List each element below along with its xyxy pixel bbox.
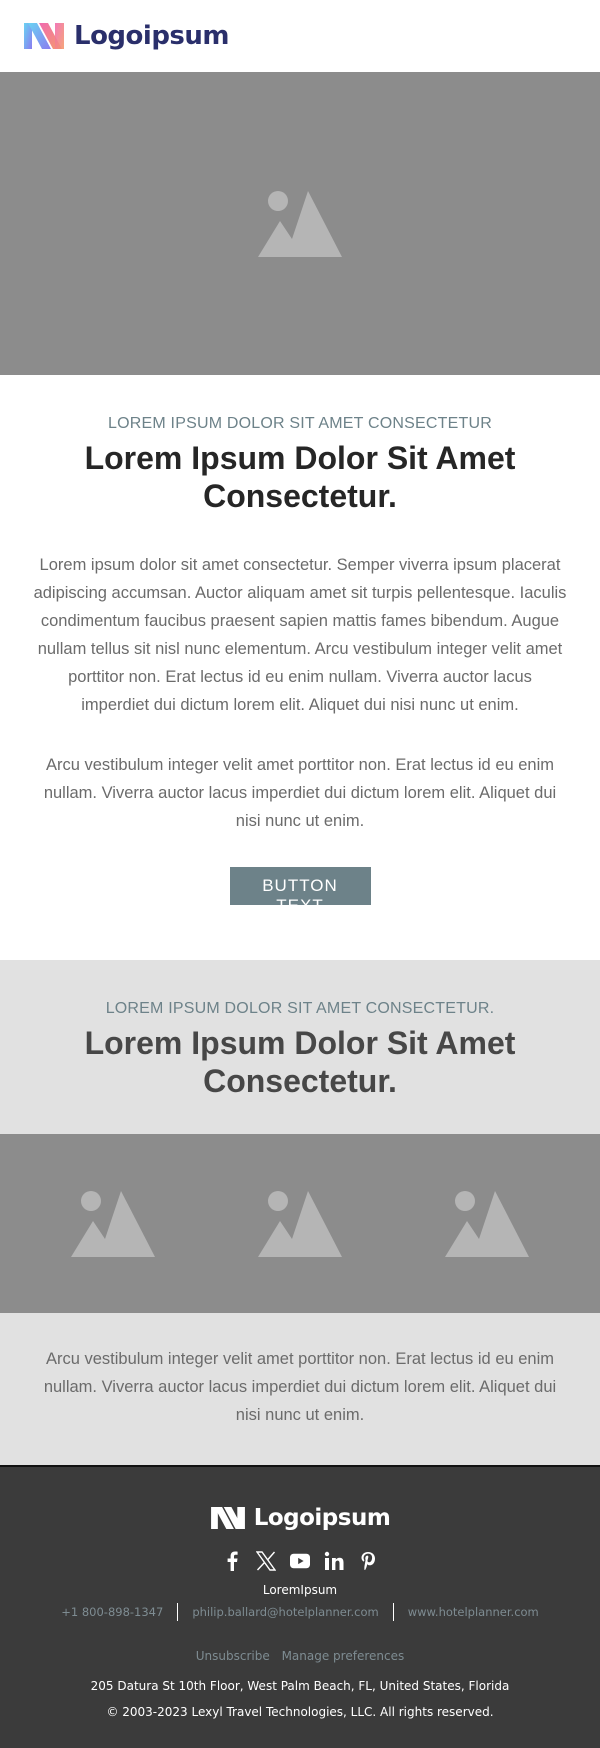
unsubscribe-link[interactable]: Unsubscribe bbox=[195, 1649, 270, 1663]
image-placeholder-icon bbox=[258, 191, 342, 257]
section-headline bbox=[32, 439, 568, 515]
company-name: LoremIpsum bbox=[262, 1583, 338, 1597]
website-link[interactable]: www.hotelplanner.com bbox=[407, 1605, 539, 1619]
logo-wordmark: Logoipsum bbox=[74, 21, 230, 51]
pinterest-icon[interactable] bbox=[358, 1551, 378, 1571]
image-gallery bbox=[0, 1134, 600, 1313]
logo-mark-icon bbox=[24, 23, 64, 49]
gallery-image-2 bbox=[225, 1191, 375, 1257]
section-eyebrow: LOREM IPSUM DOLOR SIT AMET CONSECTETUR. bbox=[105, 1000, 495, 1017]
logo-wordmark: Logoipsum bbox=[253, 1505, 391, 1531]
email-link[interactable]: philip.ballard@hotelplanner.com bbox=[192, 1605, 379, 1619]
divider bbox=[393, 1603, 394, 1621]
divider bbox=[177, 1603, 178, 1621]
copyright-notice: © 2003-2023 Lexyl Travel Technologies, LLC. All rights reserved. bbox=[106, 1705, 494, 1719]
headline-line-2: Consectetur. bbox=[203, 1063, 397, 1099]
logo-mark-icon bbox=[210, 1507, 246, 1529]
headline-line-2: Consectetur. bbox=[203, 478, 397, 514]
image-placeholder-icon bbox=[71, 1191, 155, 1257]
hero-image bbox=[0, 72, 600, 375]
cta-button[interactable]: BUTTON TEXT bbox=[230, 867, 371, 905]
brand-logo[interactable] bbox=[24, 21, 229, 51]
image-placeholder-icon bbox=[258, 1191, 342, 1257]
social-links bbox=[0, 1551, 600, 1571]
youtube-icon[interactable] bbox=[290, 1551, 310, 1571]
postal-address: 205 Datura St 10th Floor, West Palm Beach, FL, United States, Florida bbox=[90, 1679, 510, 1693]
section-eyebrow: LOREM IPSUM DOLOR SIT AMET CONSECTETUR bbox=[108, 415, 492, 432]
body-paragraph-1: Lorem ipsum dolor sit amet consectetur. Semper viverra ipsum placerat adipiscing accumsan. Auctor aliquam amet sit turpis pellentesque. Iaculis condimentum faucibus praesent sapien mattis fames bibendum. Augue nullam tellus sit nisl nunc elementum. Arcu vestibulum integer velit amet porttitor non. Erat lectus id eu enim nullam. Viverra auctor lacus imperdiet dui dictum lorem elit. Aliquet dui nisi nunc ut enim. bbox=[33, 556, 567, 714]
section-headline bbox=[32, 1024, 568, 1100]
gallery-image-1 bbox=[38, 1191, 188, 1257]
image-placeholder-icon bbox=[445, 1191, 529, 1257]
body-paragraph-2: Arcu vestibulum integer velit amet porttitor non. Erat lectus id eu enim nullam. Viverra auctor lacus imperdiet dui dictum lorem elit. Aliquet dui nisi nunc ut enim. bbox=[43, 756, 557, 830]
linkedin-icon[interactable] bbox=[324, 1551, 344, 1571]
facebook-icon[interactable] bbox=[222, 1551, 242, 1571]
x-icon[interactable] bbox=[256, 1551, 276, 1571]
content-section-secondary bbox=[0, 960, 600, 1134]
body-paragraph: Arcu vestibulum integer velit amet porttitor non. Erat lectus id eu enim nullam. Viverra auctor lacus imperdiet dui dictum lorem elit. Aliquet dui nisi nunc ut enim. bbox=[43, 1350, 557, 1424]
phone-link[interactable]: +1 800-898-1347 bbox=[61, 1605, 164, 1619]
contact-info bbox=[0, 1603, 600, 1621]
email-header bbox=[0, 0, 600, 72]
headline-line-1: Lorem Ipsum Dolor Sit Amet bbox=[84, 440, 516, 476]
manage-preferences-link[interactable]: Manage preferences bbox=[281, 1649, 405, 1663]
email-footer bbox=[0, 1465, 600, 1748]
footer-logo[interactable] bbox=[0, 1505, 600, 1531]
content-section-primary bbox=[0, 375, 600, 960]
gallery-image-3 bbox=[412, 1191, 562, 1257]
preference-links bbox=[0, 1649, 600, 1663]
headline-line-1: Lorem Ipsum Dolor Sit Amet bbox=[84, 1025, 516, 1061]
content-section-tertiary bbox=[0, 1313, 600, 1465]
